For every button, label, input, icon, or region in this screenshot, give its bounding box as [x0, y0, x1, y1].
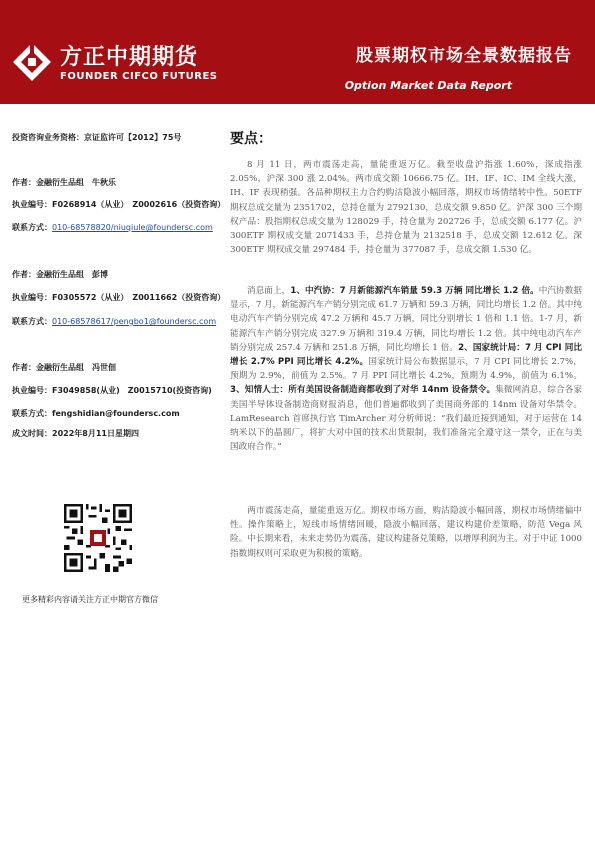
report-header — [0, 0, 595, 104]
license-3: 执业编号：F3049858(从业) Z0015710(投资咨询) — [12, 386, 212, 395]
report-title: 股票期权市场全景数据报告 — [356, 46, 572, 66]
strategy-paragraph — [230, 504, 582, 561]
brand-name-en: FOUNDER CIFCO FUTURES — [60, 71, 218, 82]
contact-link-1[interactable]: 010-68578820/niuqiule@foundersc.com — [52, 223, 213, 232]
contact-3 — [12, 408, 180, 419]
news-headline-3: 3、知情人士：所有美国设备制造商都收到了对华 14nm 设备禁令。 — [230, 385, 496, 396]
wechat-qr-code-icon — [64, 504, 132, 572]
news-body-1: 中汽协数据显示，7 月，新能源汽车产销分别完成 61.7 万辆和 59.3 万辆，同比均增长 1.2 倍。其中纯电动汽车产销分别完成 47.2 万辆和 45.7 万辆，同比分别增长 1 倍和 1.1 倍。1-7 月，新能源汽车产销分别完成 327.9 万辆和 319.4 万辆，同比均增长 1.2 倍。其中纯电动汽车产销分别完成 257.4 万辆和 251.8 万辆，同比均增长 1 倍。 — [230, 286, 582, 353]
news-body-3: 集微网消息，综合各家美国半导体设备制造商财报消息，他们普遍都收到了美国商务部的 14nm 设备对华禁令。LamResearch 首席执行官 TimArcher 对分析师说：“我们最近接到通知，对于运营在 14 纳米以下的晶圆厂，将扩大对中国的技术出货限制，我们准备完全遵守这一禁令，正在与美国政府合作。” — [230, 385, 582, 453]
author-1: 作者：金融衍生品组 牛秋乐 — [12, 178, 116, 187]
news-headline-1: 1、中汽协：7 月新能源汽车销量 59.3 万辆 同比增长 1.2 倍。 — [290, 286, 539, 296]
news-intro: 消息面上， — [247, 286, 291, 296]
author-3: 作者：金融衍生品组 冯世佃 — [12, 363, 116, 372]
author-2: 作者：金融衍生品组 彭博 — [12, 270, 108, 279]
license-1: 执业编号：F0268914（从业） Z0002616（投资咨询） — [12, 200, 226, 209]
news-paragraph — [230, 284, 582, 454]
contact-label: 联系方式： — [12, 223, 52, 232]
publish-date: 成文时间：2022年8月11日星期四 — [12, 429, 139, 438]
market-summary-paragraph — [230, 158, 582, 257]
license-2: 执业编号：F0305572（从业） Z0011662（投资咨询） — [12, 293, 226, 302]
market-summary-text: 8 月 11 日，两市震荡走高，量能重返万亿。截至收盘沪指涨 1.60%，深成指涨 2.05%，沪深 300 涨 2.04%。两市成交额 10666.75 亿。IH、IF、IC、IM 全线大涨，IH、IF 表现稍强。各品种期权主力合约购沽隐波小幅回落，期权市场情绪转中性。50ETF 期权总成交量为 2351702，总持仓量为 2792130，总成交额 9.850 亿。沪深 300 三个期权产品：股指期权总成交量为 128029 手，持仓量为 202726 手，总成交额 6.177 亿。沪 300ETF 期权成交量 2071433 手，总持仓量为 2132518 手，总成交额 12.612 亿。深 300ETF 期权成交量 297484 手，持仓量为 377087 手，总成交额 1.530 亿。 — [230, 160, 582, 256]
strategy-text: 两市震荡走高，量能重返万亿。期权市场方面，购沽隐波小幅回落，期权市场情绪偏中性。操作策略上，短线市场情绪回暖，隐波小幅回落，建议构建价差策略，防范 Vega 风险。中长期来看，未来走势仍为震荡，建议构建备兑策略，以增厚利润为主。对于中证 1000 指数期权则可采取更为积极的策略。 — [230, 506, 582, 559]
section-title: 要点： — [230, 131, 272, 147]
news-body-2: 国家统计局公布数据显示，7 月 CPI 同比增长 2.7%，预期为 2.9%，前值为 2.5%。7 月 PPI 同比增长 4.2%，预期为 4.9%，前值为 6.1%。 — [230, 357, 583, 382]
contact-2 — [12, 316, 216, 327]
news-headline-2: 2、国家统计局：7 月 CPI 同比增长 2.7% PPI 同比增长 4.2%。 — [230, 342, 582, 368]
report-subtitle: Option Market Data Report — [344, 79, 512, 92]
contact-label: 联系方式： — [12, 409, 52, 418]
founder-logo-icon — [12, 42, 52, 82]
contact-email-3: fengshidian@foundersc.com — [52, 409, 180, 418]
qr-caption: 更多精彩内容请关注方正中期官方微信 — [22, 595, 158, 604]
contact-label: 联系方式： — [12, 317, 52, 326]
qualification-text: 投资咨询业务资格：京证监许可【2012】75号 — [12, 133, 182, 142]
contact-1 — [12, 222, 213, 233]
brand-name-cn: 方正中期期货 — [60, 45, 199, 70]
contact-link-2[interactable]: 010-68578617/pengbo1@foundersc.com — [52, 317, 217, 326]
